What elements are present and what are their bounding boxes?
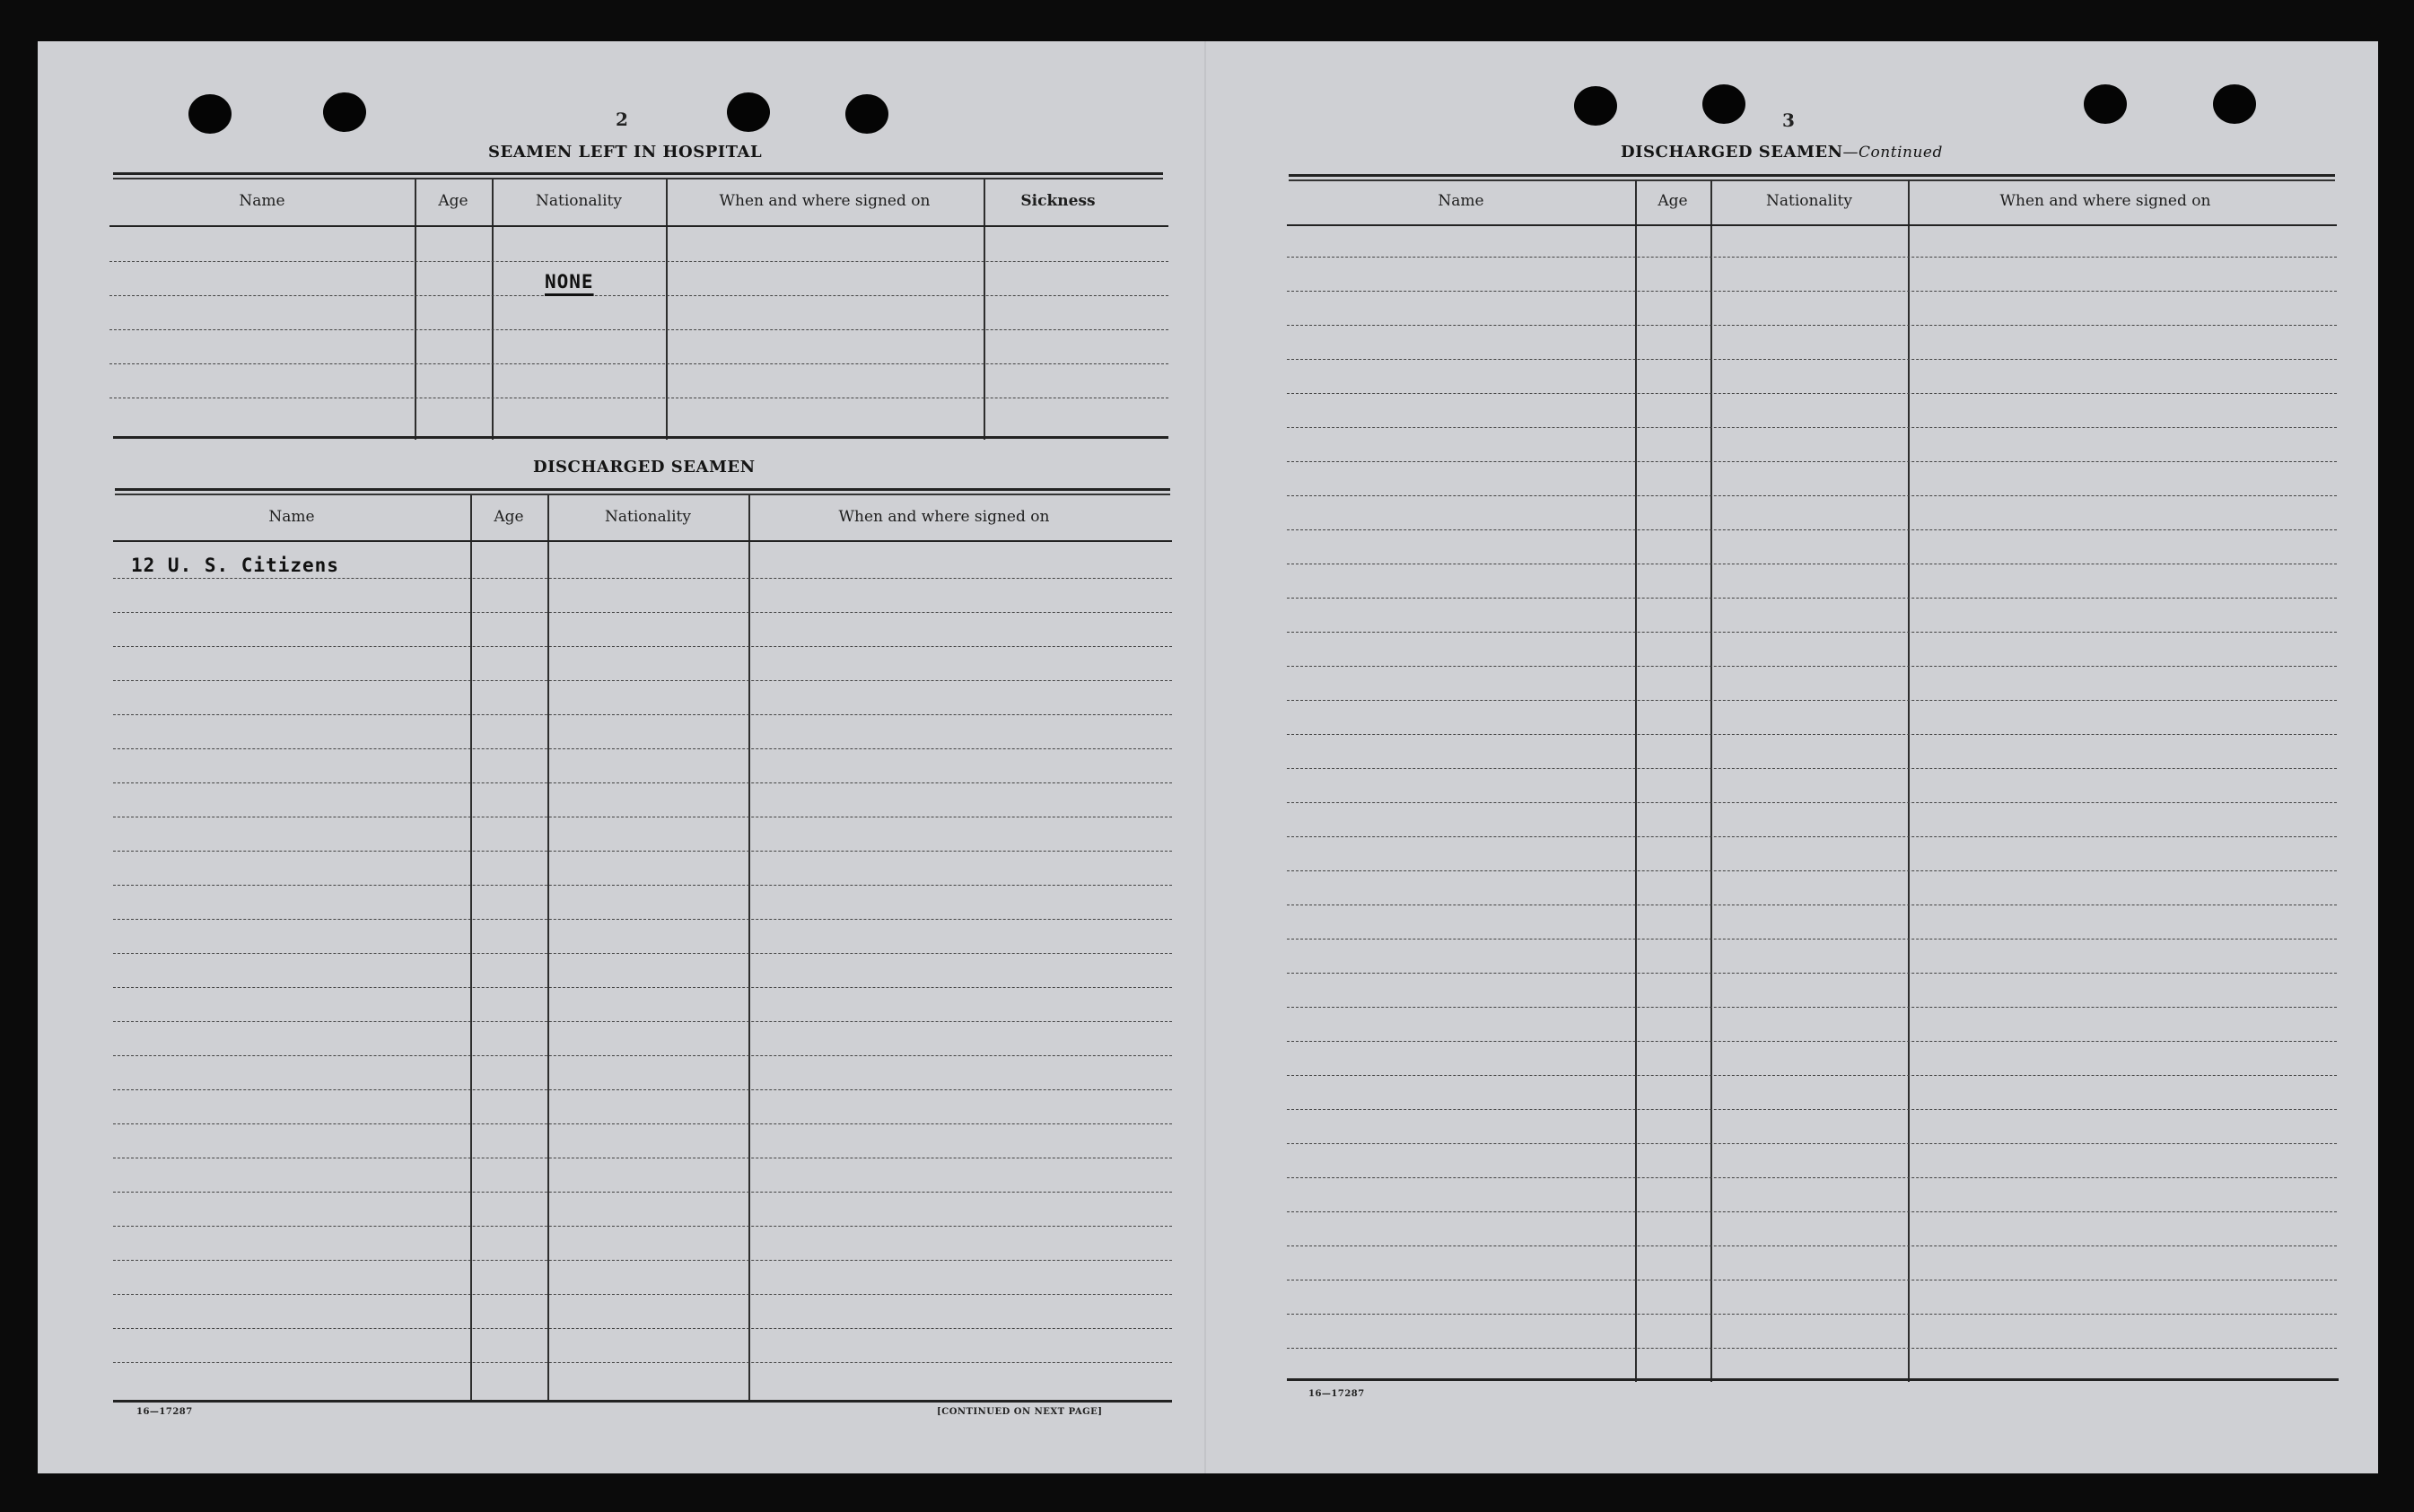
table-row bbox=[1287, 1041, 2337, 1042]
table-row bbox=[1287, 291, 2337, 292]
table-row bbox=[1287, 939, 2337, 940]
column-header-age: Age bbox=[1657, 192, 1688, 210]
punch-hole bbox=[845, 94, 888, 134]
discharged-table-left bbox=[113, 495, 1172, 1402]
column-header-nationality: Nationality bbox=[536, 192, 622, 210]
table-row bbox=[113, 885, 1172, 886]
table-row bbox=[1287, 700, 2337, 701]
table-row bbox=[1287, 734, 2337, 735]
right-table-bottom-rule bbox=[1287, 1378, 2339, 1381]
table-row bbox=[113, 1260, 1172, 1261]
continued-suffix: —Continued bbox=[1842, 144, 1943, 162]
table-row bbox=[113, 1021, 1172, 1022]
table-row bbox=[109, 363, 1168, 364]
discharged-title-rule bbox=[115, 488, 1170, 495]
document-sheet bbox=[38, 41, 2378, 1473]
table-row bbox=[1287, 529, 2337, 530]
discharged-title-text: DISCHARGED SEAMEN bbox=[1621, 143, 1843, 162]
form-number-right: 16—17287 bbox=[1308, 1389, 1365, 1399]
column-header-signed-on: When and where signed on bbox=[719, 192, 931, 210]
column-header-age: Age bbox=[494, 508, 524, 526]
table-row bbox=[109, 295, 1168, 296]
punch-hole bbox=[1574, 86, 1617, 126]
form-number-left: 16—17287 bbox=[136, 1407, 193, 1417]
table-row bbox=[113, 919, 1172, 920]
table-row bbox=[109, 261, 1168, 262]
table-row bbox=[113, 714, 1172, 715]
table-row bbox=[1287, 1211, 2337, 1212]
table-row bbox=[1287, 768, 2337, 769]
table-row bbox=[1287, 1177, 2337, 1178]
continued-note: [CONTINUED ON NEXT PAGE] bbox=[937, 1407, 1103, 1417]
table-row bbox=[113, 1362, 1172, 1363]
table-row bbox=[1287, 393, 2337, 394]
column-header-nationality: Nationality bbox=[1766, 192, 1852, 210]
hospital-title-rule bbox=[113, 172, 1163, 179]
table-row bbox=[1287, 325, 2337, 326]
table-row bbox=[1287, 1348, 2337, 1349]
punch-hole bbox=[727, 92, 770, 132]
column-header-name: Name bbox=[239, 192, 285, 210]
table-row bbox=[1287, 1143, 2337, 1144]
table-row bbox=[1287, 1109, 2337, 1110]
discharged-section-title: DISCHARGED SEAMEN bbox=[533, 458, 756, 476]
table-row bbox=[1287, 1245, 2337, 1246]
table-row bbox=[1287, 1075, 2337, 1076]
page-number-left: 2 bbox=[616, 109, 628, 130]
table-row bbox=[1287, 802, 2337, 803]
table-row bbox=[113, 612, 1172, 613]
page-number-right: 3 bbox=[1782, 109, 1795, 131]
column-header-signed-on: When and where signed on bbox=[838, 508, 1050, 526]
hospital-table-bottom-rule bbox=[113, 436, 1168, 439]
discharged-table-right bbox=[1287, 179, 2337, 1382]
punch-hole bbox=[188, 94, 232, 134]
table-row bbox=[113, 1192, 1172, 1193]
column-header-signed-on: When and where signed on bbox=[1999, 192, 2211, 210]
table-row bbox=[113, 1055, 1172, 1056]
column-header-sickness: Sickness bbox=[1020, 192, 1096, 210]
punch-hole bbox=[2213, 84, 2256, 124]
table-row bbox=[1287, 427, 2337, 428]
table-row bbox=[113, 1226, 1172, 1227]
table-row bbox=[1287, 632, 2337, 633]
table-row bbox=[1287, 973, 2337, 974]
table-row bbox=[1287, 257, 2337, 258]
table-row bbox=[109, 329, 1168, 330]
table-row bbox=[113, 1294, 1172, 1295]
table-row bbox=[113, 1328, 1172, 1329]
column-header-nationality: Nationality bbox=[605, 508, 691, 526]
table-row bbox=[113, 1123, 1172, 1124]
table-row bbox=[1287, 836, 2337, 837]
column-header-name: Name bbox=[268, 508, 315, 526]
hospital-entry-none: NONE bbox=[545, 271, 594, 293]
hospital-section-title: SEAMEN LEFT IN HOSPITAL bbox=[488, 143, 763, 162]
table-row bbox=[1287, 870, 2337, 871]
punch-hole bbox=[2084, 84, 2127, 124]
discharged-continued-title bbox=[1621, 143, 1943, 162]
discharged-entry-citizens: 12 U. S. Citizens bbox=[131, 555, 339, 576]
table-row bbox=[1287, 598, 2337, 599]
hospital-table bbox=[109, 179, 1168, 440]
column-header-name: Name bbox=[1438, 192, 1484, 210]
table-row bbox=[1287, 495, 2337, 496]
punch-hole bbox=[323, 92, 366, 132]
table-row bbox=[113, 646, 1172, 647]
table-row bbox=[113, 953, 1172, 954]
table-row bbox=[113, 578, 1172, 579]
table-row bbox=[113, 748, 1172, 749]
table-row bbox=[113, 851, 1172, 852]
table-row bbox=[1287, 666, 2337, 667]
page-fold bbox=[1204, 41, 1206, 1473]
column-header-age: Age bbox=[438, 192, 468, 210]
table-row bbox=[113, 987, 1172, 988]
table-row bbox=[113, 782, 1172, 783]
table-row bbox=[113, 680, 1172, 681]
table-row bbox=[1287, 1007, 2337, 1008]
punch-hole bbox=[1702, 84, 1745, 124]
table-row bbox=[1287, 1314, 2337, 1315]
table-row bbox=[1287, 461, 2337, 462]
table-row bbox=[1287, 359, 2337, 360]
discharged-table-bottom-rule bbox=[113, 1400, 1172, 1403]
table-row bbox=[113, 1089, 1172, 1090]
